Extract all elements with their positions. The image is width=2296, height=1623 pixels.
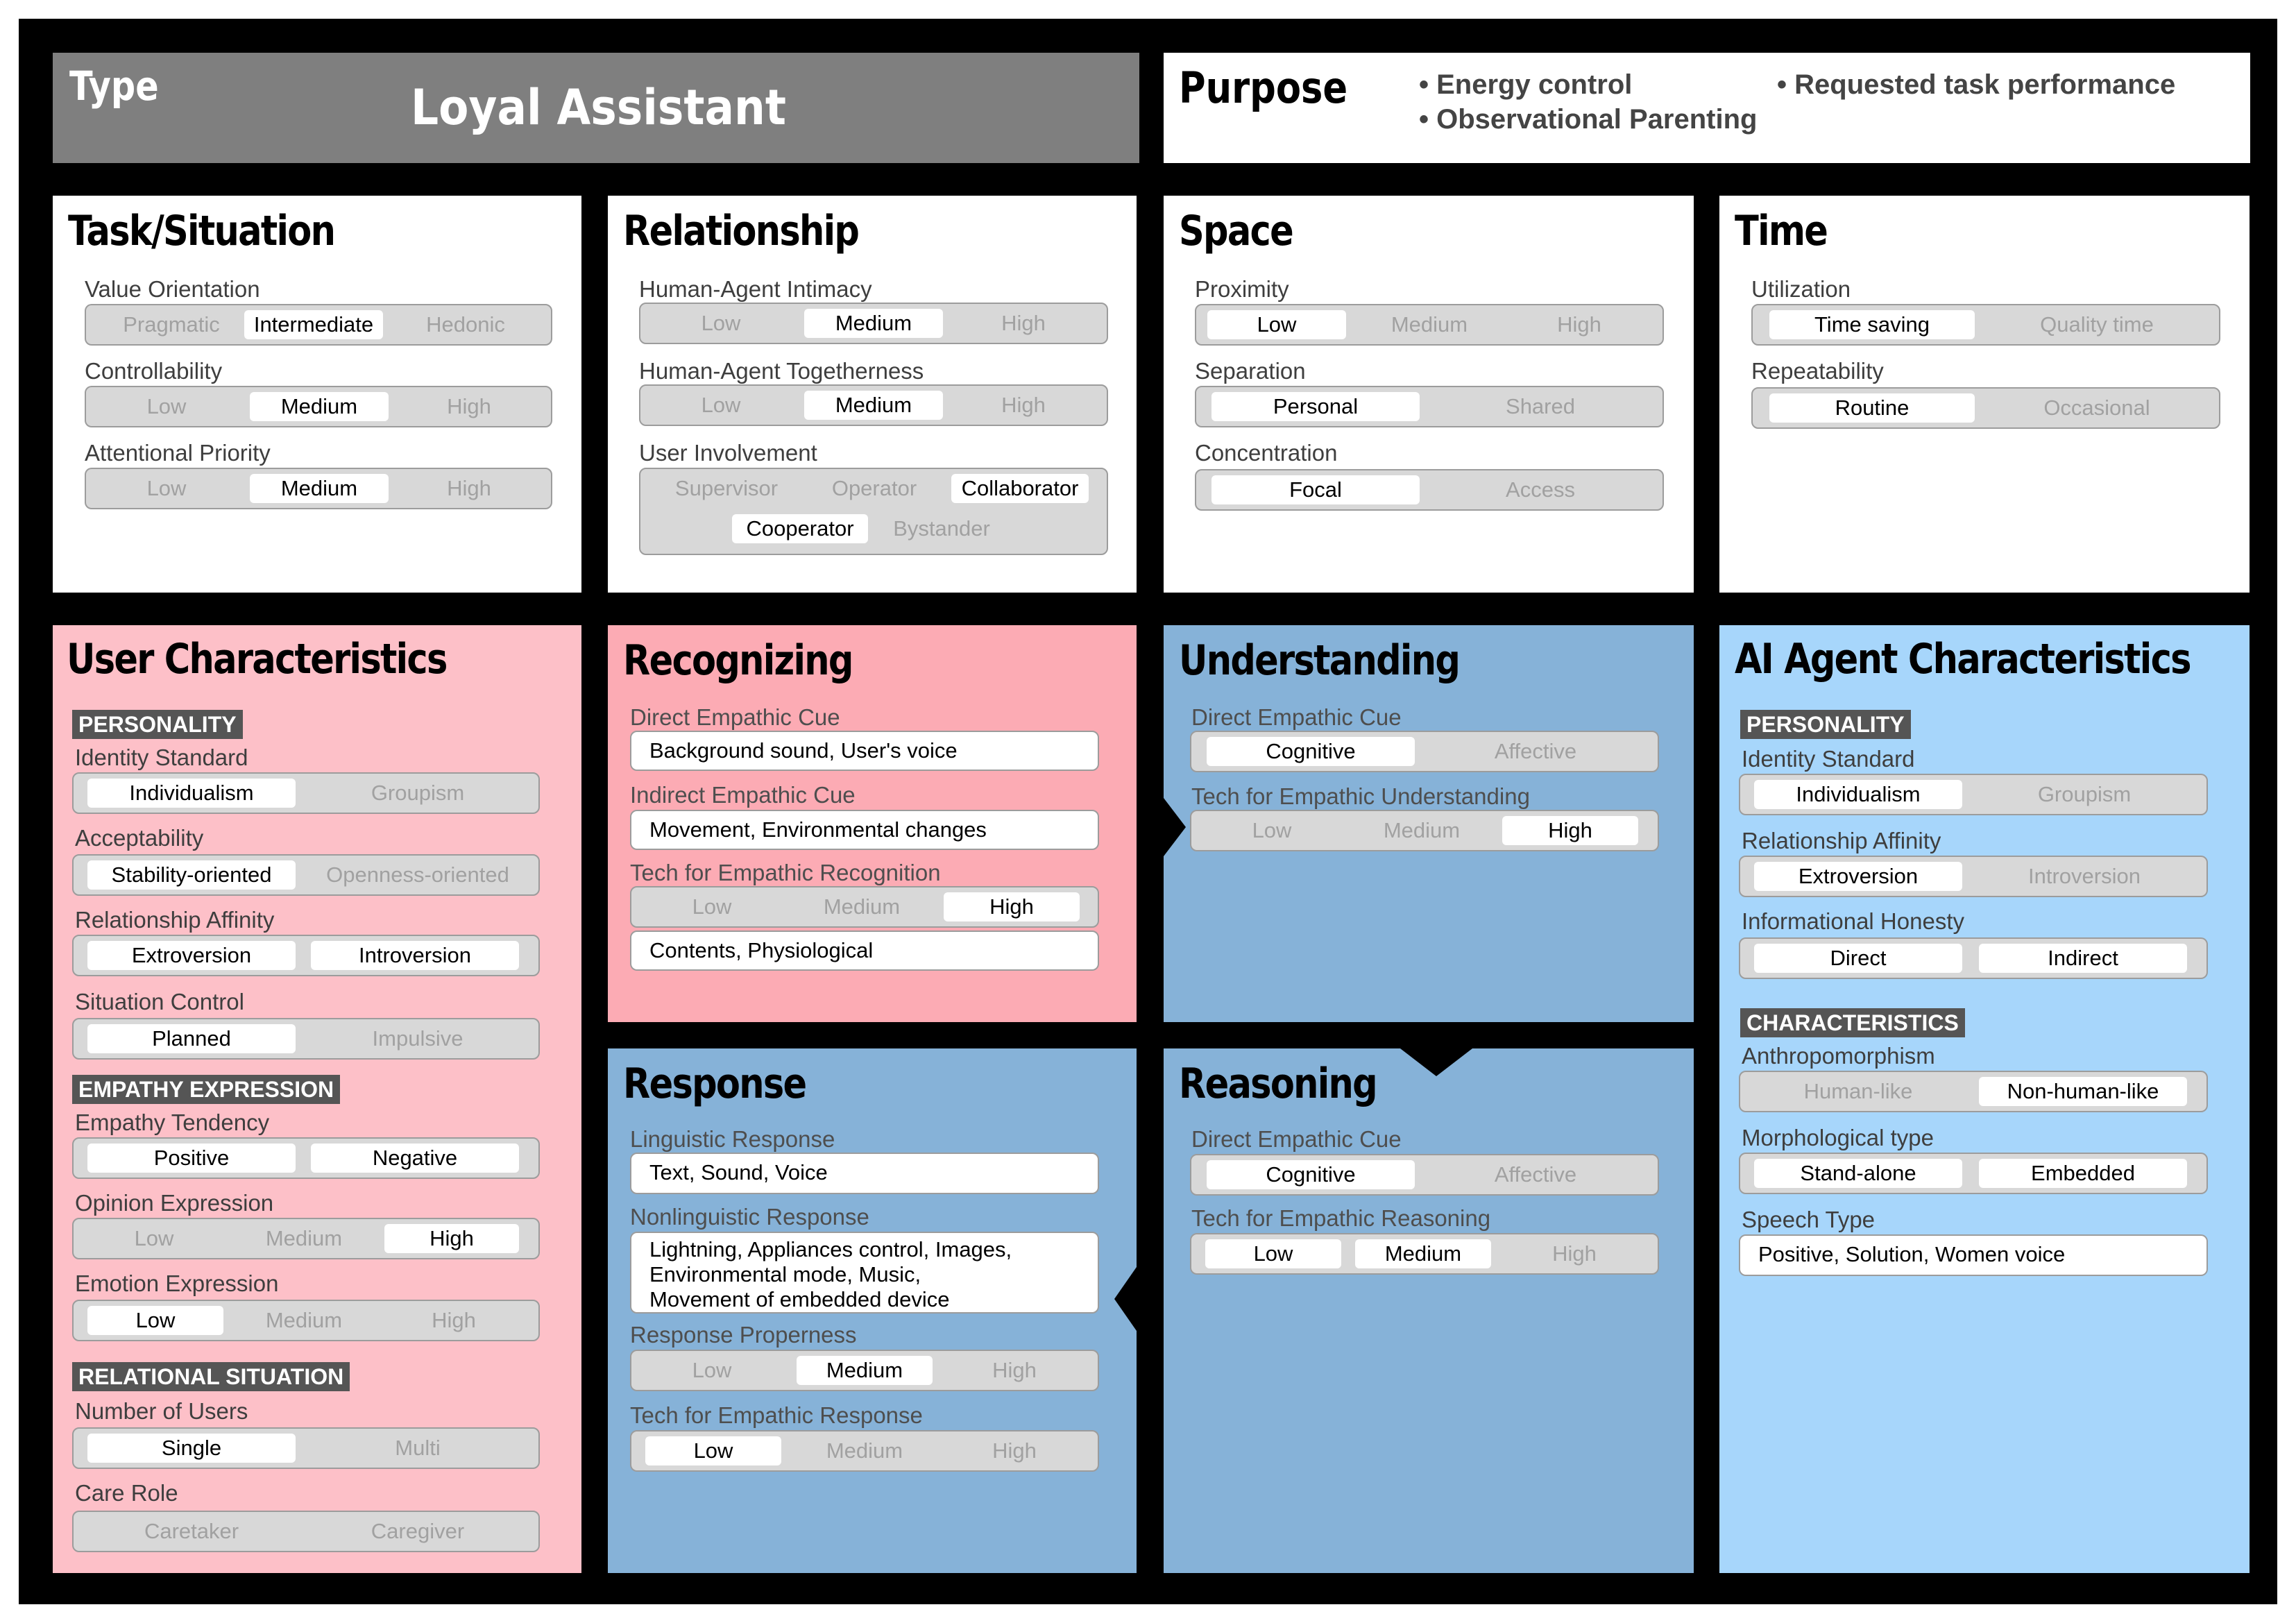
option-personal-selected[interactable]: Personal: [1211, 392, 1420, 421]
purpose-item: • Observational Parenting: [1419, 104, 1758, 135]
flow-arrow-right-icon: [1164, 798, 1186, 856]
tech-recognition-selector: [630, 886, 1099, 928]
option-negative-selected[interactable]: Negative: [311, 1144, 519, 1173]
affinity-selector: [1739, 856, 2208, 897]
option-indirect-selected[interactable]: Indirect: [1979, 944, 2187, 973]
properness-label: Response Properness: [630, 1322, 857, 1348]
option-high[interactable]: High: [1001, 393, 1046, 417]
type-value: Loyal Assistant: [411, 79, 786, 136]
tech-understanding-selector: [1190, 810, 1659, 851]
option-cognitive-selected[interactable]: Cognitive: [1207, 737, 1415, 766]
option-low[interactable]: Low: [701, 393, 741, 417]
value-orientation-selector: [85, 304, 552, 346]
linguistic-label: Linguistic Response: [630, 1126, 835, 1152]
option-human-like[interactable]: Human-like: [1803, 1079, 1913, 1103]
option-extroversion-selected[interactable]: Extroversion: [87, 941, 296, 970]
togetherness-label: Human-Agent Togetherness: [639, 358, 924, 384]
care-role-selector: [72, 1511, 540, 1552]
nonlinguistic-line: Environmental mode, Music,: [649, 1262, 921, 1286]
option-medium-selected[interactable]: Medium: [804, 391, 943, 420]
acceptability-label: Acceptability: [75, 825, 204, 851]
option-operator[interactable]: Operator: [831, 476, 917, 500]
user-characteristics-panel: [53, 625, 581, 1573]
tech-recognition-extra: Contents, Physiological: [630, 931, 1099, 971]
option-high[interactable]: High: [447, 476, 491, 500]
option-single-selected[interactable]: Single: [87, 1434, 296, 1463]
option-high[interactable]: High: [1001, 311, 1046, 335]
purpose-title: Purpose: [1179, 62, 1348, 113]
option-low-selected[interactable]: Low: [87, 1306, 223, 1335]
opinion-selector: [72, 1218, 540, 1259]
speech-type-label: Speech Type: [1742, 1207, 1876, 1232]
nonlinguistic-label: Nonlinguistic Response: [630, 1204, 869, 1230]
utilization-selector: [1751, 304, 2220, 346]
type-panel: [53, 53, 1139, 163]
speech-type-value: Positive, Solution, Women voice: [1739, 1234, 2208, 1276]
option-introversion-selected[interactable]: Introversion: [311, 941, 519, 970]
panel-title: Space: [1179, 207, 1293, 255]
option-access[interactable]: Access: [1506, 477, 1575, 502]
empathy-tendency-label: Empathy Tendency: [75, 1110, 270, 1135]
num-users-label: Number of Users: [75, 1398, 248, 1424]
honesty-label: Informational Honesty: [1742, 908, 1964, 934]
emotion-selector: [72, 1300, 540, 1341]
option-impulsive[interactable]: Impulsive: [372, 1026, 464, 1051]
option-caretaker[interactable]: Caretaker: [144, 1519, 239, 1543]
anthropomorphism-selector: [1739, 1071, 2208, 1112]
honesty-selector: [1739, 937, 2208, 979]
option-high-selected[interactable]: High: [944, 892, 1080, 921]
reasoning-panel: [1164, 1048, 1694, 1573]
indirect-cue-label: Indirect Empathic Cue: [630, 782, 856, 808]
direct-cue-selector: [1190, 1154, 1659, 1196]
option-supervisor[interactable]: Supervisor: [674, 476, 779, 500]
option-high[interactable]: High: [1557, 312, 1601, 337]
panel-title: Recognizing: [623, 636, 853, 685]
repeatability-label: Repeatability: [1751, 358, 1884, 384]
option-low[interactable]: Low: [134, 1226, 174, 1250]
tech-reasoning-selector: [1190, 1233, 1659, 1275]
affinity-selector: [72, 935, 540, 976]
affinity-label: Relationship Affinity: [1742, 828, 1941, 853]
morphological-label: Morphological type: [1742, 1125, 1934, 1150]
option-low[interactable]: Low: [146, 476, 187, 500]
affinity-label: Relationship Affinity: [75, 907, 275, 933]
time-panel: [1719, 196, 2250, 593]
direct-cue-label: Direct Empathic Cue: [630, 704, 840, 730]
emotion-label: Emotion Expression: [75, 1271, 279, 1296]
care-role-label: Care Role: [75, 1480, 178, 1506]
option-high[interactable]: High: [992, 1438, 1037, 1463]
direct-cue-value: Background sound, User's voice: [630, 731, 1099, 771]
option-pragmatic[interactable]: Pragmatic: [123, 312, 220, 337]
identity-selector: [72, 772, 540, 814]
tech-recognition-label: Tech for Empathic Recognition: [630, 860, 941, 885]
identity-label: Identity Standard: [75, 745, 248, 770]
option-high-selected[interactable]: High: [1502, 816, 1638, 845]
option-medium[interactable]: Medium: [1391, 312, 1468, 337]
option-positive-selected[interactable]: Positive: [87, 1144, 296, 1173]
option-low[interactable]: Low: [1252, 818, 1292, 842]
option-occasional[interactable]: Occasional: [2043, 396, 2150, 420]
direct-cue-label: Direct Empathic Cue: [1191, 704, 1402, 730]
option-medium-selected[interactable]: Medium: [1355, 1239, 1491, 1268]
option-medium[interactable]: Medium: [1383, 818, 1461, 842]
togetherness-selector: [639, 384, 1108, 426]
tech-reasoning-label: Tech for Empathic Reasoning: [1191, 1205, 1491, 1231]
anthropomorphism-label: Anthropomorphism: [1742, 1043, 1935, 1069]
option-high[interactable]: High: [447, 394, 491, 418]
section-header-characteristics: CHARACTERISTICS: [1740, 1008, 1965, 1037]
panel-title: Time: [1735, 207, 1828, 255]
identity-selector: [1739, 774, 2208, 815]
option-planned-selected[interactable]: Planned: [87, 1024, 296, 1053]
option-extroversion-selected[interactable]: Extroversion: [1754, 862, 1962, 891]
option-medium-selected[interactable]: Medium: [250, 392, 389, 421]
understanding-panel: [1164, 625, 1694, 1022]
morphological-selector: [1739, 1153, 2208, 1194]
attentional-priority-label: Attentional Priority: [85, 440, 271, 466]
option-embedded-selected[interactable]: Embedded: [1979, 1159, 2187, 1188]
controllability-label: Controllability: [85, 358, 223, 384]
opinion-label: Opinion Expression: [75, 1190, 274, 1216]
concentration-selector: [1195, 469, 1664, 511]
option-bystander[interactable]: Bystander: [893, 516, 990, 541]
involvement-label: User Involvement: [639, 440, 817, 466]
panel-title: Relationship: [623, 207, 859, 255]
option-high[interactable]: High: [432, 1308, 476, 1332]
panel-title: Reasoning: [1179, 1060, 1377, 1108]
option-hedonic[interactable]: Hedonic: [426, 312, 505, 337]
option-low-selected[interactable]: Low: [1207, 310, 1346, 339]
controllability-selector: [85, 386, 552, 427]
panel-title: Task/Situation: [68, 207, 335, 255]
option-collaborator-selected[interactable]: Collaborator: [951, 474, 1089, 503]
purpose-item: • Requested task performance: [1777, 69, 2176, 100]
involvement-selector: [639, 468, 1108, 555]
option-affective[interactable]: Affective: [1494, 1162, 1577, 1187]
option-cooperator-selected[interactable]: Cooperator: [732, 514, 868, 543]
section-header-empathy-expression: EMPATHY EXPRESSION: [72, 1075, 340, 1104]
option-high[interactable]: High: [1552, 1241, 1597, 1266]
option-individualism-selected[interactable]: Individualism: [1754, 780, 1962, 809]
type-title: Type: [69, 62, 159, 110]
attentional-priority-selector: [85, 468, 552, 509]
proximity-selector: [1195, 304, 1664, 346]
nonlinguistic-line: Lightning, Appliances control, Images,: [649, 1237, 1012, 1261]
nonlinguistic-line: Movement of embedded device: [649, 1287, 950, 1311]
direct-cue-selector: [1190, 731, 1659, 772]
section-header-personality: PERSONALITY: [72, 710, 243, 739]
separation-selector: [1195, 386, 1664, 427]
option-high-selected[interactable]: High: [384, 1224, 519, 1253]
section-header-relational-situation: RELATIONAL SITUATION: [72, 1362, 350, 1391]
nonlinguistic-value: [630, 1232, 1099, 1314]
option-cognitive-selected[interactable]: Cognitive: [1207, 1160, 1415, 1189]
situation-control-selector: [72, 1018, 540, 1060]
utilization-label: Utilization: [1751, 276, 1851, 302]
option-caregiver[interactable]: Caregiver: [371, 1519, 465, 1543]
purpose-panel: [1164, 53, 2250, 163]
option-direct-selected[interactable]: Direct: [1754, 944, 1962, 973]
option-affective[interactable]: Affective: [1494, 739, 1577, 763]
separation-label: Separation: [1195, 358, 1306, 384]
response-panel: [608, 1048, 1137, 1573]
option-groupism[interactable]: Groupism: [2037, 782, 2132, 806]
panel-title: Understanding: [1179, 636, 1460, 685]
option-low-selected[interactable]: Low: [1205, 1239, 1341, 1268]
proximity-label: Proximity: [1195, 276, 1289, 302]
tech-response-selector: [630, 1430, 1099, 1472]
option-focal-selected[interactable]: Focal: [1211, 475, 1420, 504]
option-medium[interactable]: Medium: [826, 1438, 903, 1463]
acceptability-selector: [72, 854, 540, 896]
option-non-human-like-selected[interactable]: Non-human-like: [1979, 1077, 2187, 1106]
flow-arrow-left-icon: [1114, 1267, 1137, 1331]
option-low[interactable]: Low: [692, 1358, 732, 1382]
ai-agent-characteristics-panel: [1719, 625, 2250, 1573]
linguistic-value: Text, Sound, Voice: [630, 1153, 1099, 1194]
option-low[interactable]: Low: [701, 311, 741, 335]
option-time-saving-selected[interactable]: Time saving: [1769, 310, 1975, 339]
option-low-selected[interactable]: Low: [645, 1436, 781, 1465]
space-panel: [1164, 196, 1694, 593]
direct-cue-label: Direct Empathic Cue: [1191, 1126, 1402, 1152]
tech-understanding-label: Tech for Empathic Understanding: [1191, 783, 1530, 809]
option-intermediate-selected[interactable]: Intermediate: [244, 310, 383, 339]
flow-arrow-down-icon: [1400, 1048, 1472, 1076]
recognizing-panel: [608, 625, 1137, 1022]
option-groupism[interactable]: Groupism: [371, 781, 465, 805]
option-shared[interactable]: Shared: [1506, 394, 1575, 418]
option-medium[interactable]: Medium: [823, 894, 901, 919]
option-quality-time[interactable]: Quality time: [2040, 312, 2154, 337]
properness-selector: [630, 1350, 1099, 1391]
option-stand-alone-selected[interactable]: Stand-alone: [1754, 1159, 1962, 1188]
purpose-item: • Energy control: [1419, 69, 1633, 100]
option-stability-oriented-selected[interactable]: Stability-oriented: [87, 860, 296, 890]
task-situation-panel: [53, 196, 581, 593]
intimacy-label: Human-Agent Intimacy: [639, 276, 872, 302]
identity-label: Identity Standard: [1742, 746, 1915, 772]
concentration-label: Concentration: [1195, 440, 1338, 466]
option-routine-selected[interactable]: Routine: [1769, 393, 1975, 423]
empathy-tendency-selector: [72, 1137, 540, 1179]
option-medium[interactable]: Medium: [265, 1308, 343, 1332]
option-medium-selected[interactable]: Medium: [250, 474, 389, 503]
section-header-personality: PERSONALITY: [1740, 710, 1911, 739]
option-low[interactable]: Low: [692, 894, 732, 919]
option-low[interactable]: Low: [146, 394, 187, 418]
num-users-selector: [72, 1427, 540, 1469]
panel-title: Response: [623, 1060, 806, 1108]
intimacy-selector: [639, 303, 1108, 344]
option-multi[interactable]: Multi: [395, 1436, 441, 1460]
panel-title: AI Agent Characteristics: [1735, 635, 2191, 683]
option-medium[interactable]: Medium: [265, 1226, 343, 1250]
option-medium-selected[interactable]: Medium: [804, 309, 943, 338]
tech-response-label: Tech for Empathic Response: [630, 1402, 923, 1428]
panel-title: User Characteristics: [67, 635, 447, 683]
relationship-panel: [608, 196, 1137, 593]
option-medium-selected[interactable]: Medium: [797, 1356, 933, 1385]
repeatability-selector: [1751, 387, 2220, 429]
option-introversion[interactable]: Introversion: [2028, 864, 2141, 888]
indirect-cue-value: Movement, Environmental changes: [630, 810, 1099, 850]
situation-control-label: Situation Control: [75, 989, 244, 1014]
option-high[interactable]: High: [992, 1358, 1037, 1382]
option-openness-oriented[interactable]: Openness-oriented: [326, 863, 509, 887]
value-orientation-label: Value Orientation: [85, 276, 260, 302]
option-individualism-selected[interactable]: Individualism: [87, 779, 296, 808]
